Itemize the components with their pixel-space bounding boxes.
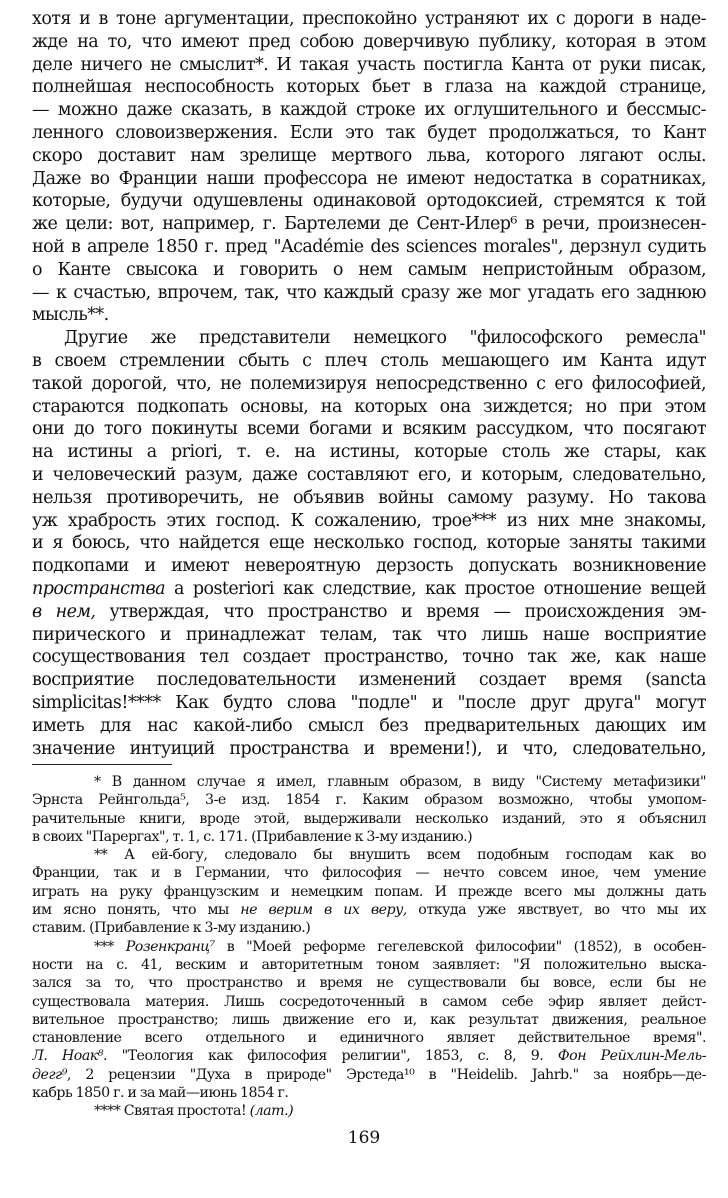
- text-span: откуда уже явствует, во что мы их: [406, 902, 706, 919]
- text-line: нельзя противоречить, не объявив войны самому разуму. Но такова: [32, 487, 706, 508]
- text-line: они до того покинуты всеми богами и всяким рассудком, что посягают: [32, 419, 706, 440]
- text-line: сосуществования тел создает пространство, точно так же, как наше: [32, 647, 706, 668]
- footnote-line: в своих "Парергах", т. 1, с. 171. (Прибавление к 3-му изданию.): [32, 828, 473, 845]
- author-name: дегг⁹: [32, 1066, 67, 1083]
- footnote-line: * В данном случае я имел, главным образом, в виду "Систему метафизики": [94, 774, 706, 790]
- italic-phrase: (лат.): [249, 1103, 294, 1120]
- text-line: подкопами и имеют невероятную дерзость допускать возникновение: [32, 556, 706, 577]
- footnote-line: Франции, так и в Германии, что философия — нечто совсем иное, чем умение: [32, 865, 706, 882]
- text-line: такой дорогой, что, не полемизируя непосредственно с его философией,: [32, 373, 706, 394]
- italic-word: пространства: [32, 578, 165, 599]
- footnote-line: становление всего отдельного и единичного являет действительное время".: [32, 1030, 706, 1047]
- footnotes: [32, 773, 706, 1121]
- italic-phrase: не верим в их веру,: [240, 902, 407, 919]
- text-line: на истины a priori, т. е. на истины, которые столь же стары, как: [32, 442, 706, 463]
- text-line: иметь для нас какой-либо смысл без предварительных дающих им: [32, 715, 706, 736]
- footnote-line: Эрнста Рейнгольда⁵, 3-е изд. 1854 г. Каким образом возможно, чтобы умопом-: [32, 792, 706, 809]
- text-line: и человеческий разум, даже составляют его, и которым, следовательно,: [32, 464, 706, 485]
- text-line: пирического и принадлежат телам, так что лишь наше восприятие: [32, 624, 706, 645]
- text-line: жде на то, что имеют пред собою доверчивую публику, которая в этом: [32, 31, 706, 52]
- footnote-line: играть на руку французским и немецким попам. И прежде всего мы должны дать: [32, 883, 706, 900]
- text-span: . "Теология как философия религии", 1853, с. 8, 9.: [102, 1048, 558, 1065]
- footnote-line: ставим. (Прибавление к 3-му изданию.): [32, 920, 311, 937]
- footnote-line: [32, 1047, 706, 1065]
- text-line-with-italic: [32, 601, 706, 624]
- text-line: уж храбрость этих господ. К сожалению, трое*** из них мне знакомы,: [32, 510, 706, 531]
- footnote-line: [32, 901, 706, 919]
- footnote-line: существовала материя. Лишь сосредоточенный в самом себе эфир являет дейст-: [32, 993, 706, 1010]
- text-line: стараются подкопать основы, на которых она зиждется; но при этом: [32, 396, 706, 417]
- text-span: ***: [94, 938, 126, 955]
- main-text: [32, 8, 706, 760]
- text-line: simplicitas!**** Как будто слова "подле" и "после друг друга" могут: [32, 692, 706, 713]
- text-span: **** Святая простота!: [94, 1103, 250, 1120]
- italic-word: в нем,: [32, 601, 96, 622]
- text-line: — к счастью, впрочем, так, что каждый сразу же мог угадать его заднюю: [32, 282, 706, 303]
- text-line: деле ничего не смыслит*. И такая участь постигла Канта от руки писак,: [32, 54, 706, 75]
- footnote-line: кабрь 1850 г. и за май—июнь 1854 г.: [32, 1085, 289, 1102]
- text-line: и я боюсь, что найдется еще несколько господ, которые заняты такими: [32, 533, 706, 554]
- text-line: же цели: вот, например, г. Бартелеми де Сент-Илер⁶ в речи, произнесен-: [32, 214, 706, 235]
- text-span: в "Моей реформе гегелевской философии" (1852), в особен-: [214, 938, 706, 955]
- text-span: им ясно понять, что мы: [32, 902, 241, 919]
- author-name: Л. Ноак⁸: [32, 1048, 103, 1065]
- page-number: 169: [347, 1128, 381, 1148]
- text-line: ленного словоизвержения. Если это так будет продолжаться, то Кант: [32, 122, 706, 143]
- text-line: полнейшая неспособность которых бьет в глаза на каждой странице,: [32, 77, 706, 98]
- footnote-line: [32, 1066, 706, 1084]
- text-line: ной в апреле 1850 г. пред "Académie des sciences morales", дерзнул судить: [32, 236, 706, 257]
- text-line-with-italic: [32, 578, 706, 601]
- text-span: , 2 рецензии "Духа в природе" Эрстеда¹⁰ в "Heidelib. Jahrb." за ноябрь—де-: [66, 1066, 706, 1083]
- text-span: утверждая, что пространство и время — происхождения эм-: [95, 601, 706, 622]
- text-line: скоро доставит нам зрелище мертвого льва, которого лягают ослы.: [32, 145, 706, 166]
- footnote-line: рачительные книги, вроде этой, выдерживали несколько изданий, это я объяснил: [32, 810, 706, 827]
- footnote-line: зался за то, что пространство и время не существовали бы вовсе, если бы не: [32, 975, 706, 992]
- text-line: о Канте свысока и говорить о нем самым непристойным образом,: [32, 259, 706, 280]
- footnote-line: вительное пространство; лишь движение его и, как результат движения, реальное: [32, 1011, 706, 1028]
- text-span: a posteriori как следствие, как простое отношение вещей: [164, 578, 706, 599]
- paragraph-start-line: Другие же представители немецкого "философского ремесла": [64, 328, 706, 349]
- text-line: Даже во Франции наши профессора не имеют недостатка в соратниках,: [32, 168, 706, 189]
- author-name: Розенкранц⁷: [125, 938, 215, 955]
- text-line: — можно даже сказать, в каждой строке их оглушительного и бессмыс-: [32, 100, 706, 121]
- author-name: Фон Рейхлин-Мель-: [557, 1048, 706, 1065]
- text-line: значение интуиций пространства и времени!), и что, следовательно,: [32, 738, 706, 759]
- text-line: восприятие последовательности изменений создает время (sancta: [32, 670, 706, 691]
- text-line: которые, будучи одушевлены одинаковой ортодоксией, стремятся к той: [32, 191, 706, 212]
- text-line: хотя и в тоне аргументации, преспокойно устраняют их с дороги в наде-: [32, 9, 706, 29]
- footnote-line: ** А ей-богу, следовало бы внушить всем подобным господам как во: [94, 847, 706, 864]
- footnote-divider: [32, 764, 172, 765]
- footnote-line: [32, 1102, 706, 1120]
- text-line: в своем стремлении сбыть с плеч столь мешающего им Канта идут: [32, 350, 706, 371]
- footnote-line: ности на с. 41, веским и авторитетным тоном заявляет: "Я положительно выска-: [32, 956, 706, 973]
- footnote-line: [32, 938, 706, 956]
- text-line: мысль**.: [32, 305, 109, 326]
